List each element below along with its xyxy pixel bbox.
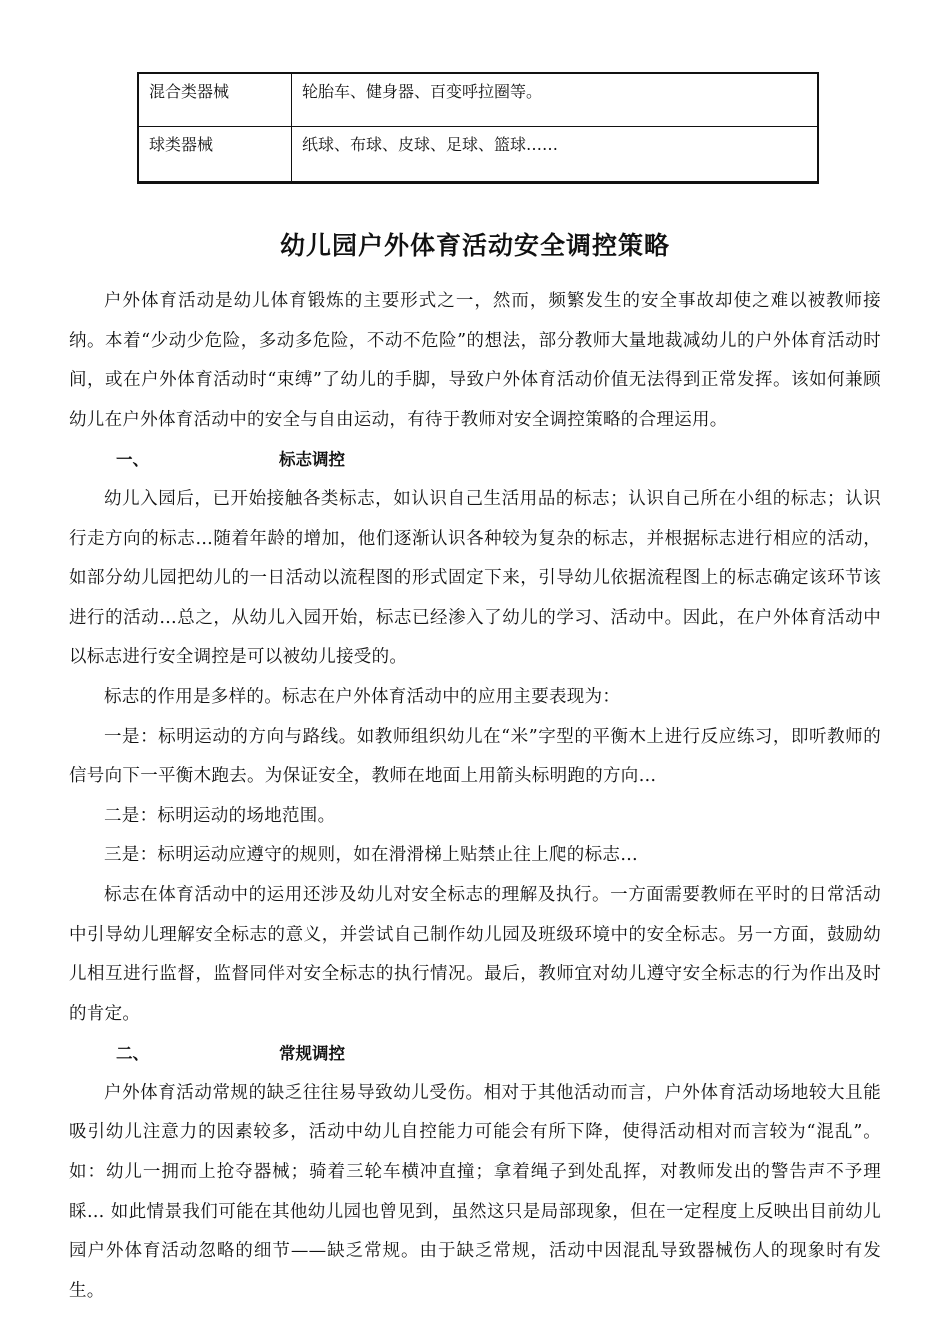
table-row [139, 74, 817, 127]
body-paragraph: 一是：标明运动的方向与路线。如教师组织幼儿在“米”字型的平衡木上进行反应练习，即听教师的信号向下一平衡木跑去。为保证安全，教师在地面上用箭头标明跑的方向… [69, 726, 881, 787]
body-paragraph: 幼儿入园后，已开始接触各类标志，如认识自己生活用品的标志；认识自己所在小组的标志；认识行走方向的标志…随着年龄的增加，他们逐渐认识各种较为复杂的标志，并根据标志进行相应的活动，如部分幼儿园把幼儿的一日活动以流程图的形式固定下来，引导幼儿依据流程图上的标志确定该环节该进行的活动…总之，从幼儿入园开始，标志已经渗入了幼儿的学习、活动中。因此，在户外体育活动中以标志进行安全调控是可以被幼儿接受的。 [69, 488, 881, 668]
section-title: 常规调控 [279, 1044, 345, 1064]
body-paragraph: 标志的作用是多样的。标志在户外体育活动中的应用主要表现为： [104, 686, 621, 707]
body-paragraph: 标志在体育活动中的运用还涉及幼儿对安全标志的理解及执行。一方面需要教师在平时的日常活动中引导幼儿理解安全标志的意义，并尝试自己制作幼儿园及班级环境中的安全标志。另一方面，鼓励幼儿相互进行监督，监督同伴对安全标志的执行情况。最后，教师宜对幼儿遵守安全标志的行为作出及时的肯定。 [69, 884, 881, 1024]
equipment-table [137, 72, 819, 184]
table-cell-category: 混合类器械 [149, 82, 230, 101]
document-title: 幼儿园户外体育活动安全调控策略 [279, 231, 670, 260]
intro-paragraph: 户外体育活动是幼儿体育锻炼的主要形式之一，然而，频繁发生的安全事故却使之难以被教师接纳。本着“少动少危险，多动多危险，不动不危险”的想法，部分教师大量地裁减幼儿的户外体育活动时间，或在户外体育活动时“束缚”了幼儿的手脚，导致户外体育活动价值无法得到正常发挥。该如何兼顾幼儿在户外体育活动中的安全与自由运动，有待于教师对安全调控策略的合理运用。 [69, 291, 881, 430]
section-heading [69, 1034, 881, 1074]
section-title: 标志调控 [279, 450, 345, 470]
table-cell-items: 轮胎车、健身器、百变呼拉圈等。 [291, 74, 817, 126]
body-paragraph: 三是：标明运动应遵守的规则，如在滑滑梯上贴禁止往上爬的标志… [104, 845, 638, 866]
document-body [69, 282, 881, 1311]
body-paragraph: 户外体育活动常规的缺乏往往易导致幼儿受伤。相对于其他活动而言，户外体育活动场地较大且能吸引幼儿注意力的因素较多，活动中幼儿自控能力可能会有所下降，使得活动相对而言较为“混乱”。如：幼儿一拥而上抢夺器械；骑着三轮车横冲直撞；拿着绳子到处乱挥，对教师发出的警告声不予理睬… 如此情景我们可能在其他幼儿园也曾见到，虽然这只是局部现象，但在一定程度上反映出目前幼儿园户外体育活动忽略的细节——缺乏常规。由于缺乏常规，活动中因混乱导致器械伤人的现象时有发生。 [69, 1082, 881, 1301]
section-number: 一、 [116, 450, 149, 470]
table-row [139, 127, 817, 184]
table-cell-category: 球类器械 [149, 135, 214, 154]
section-number: 二、 [116, 1044, 149, 1064]
table-cell-items: 纸球、布球、皮球、足球、篮球…… [291, 127, 817, 184]
body-paragraph: 二是：标明运动的场地范围。 [104, 805, 336, 826]
section-heading [69, 440, 881, 480]
